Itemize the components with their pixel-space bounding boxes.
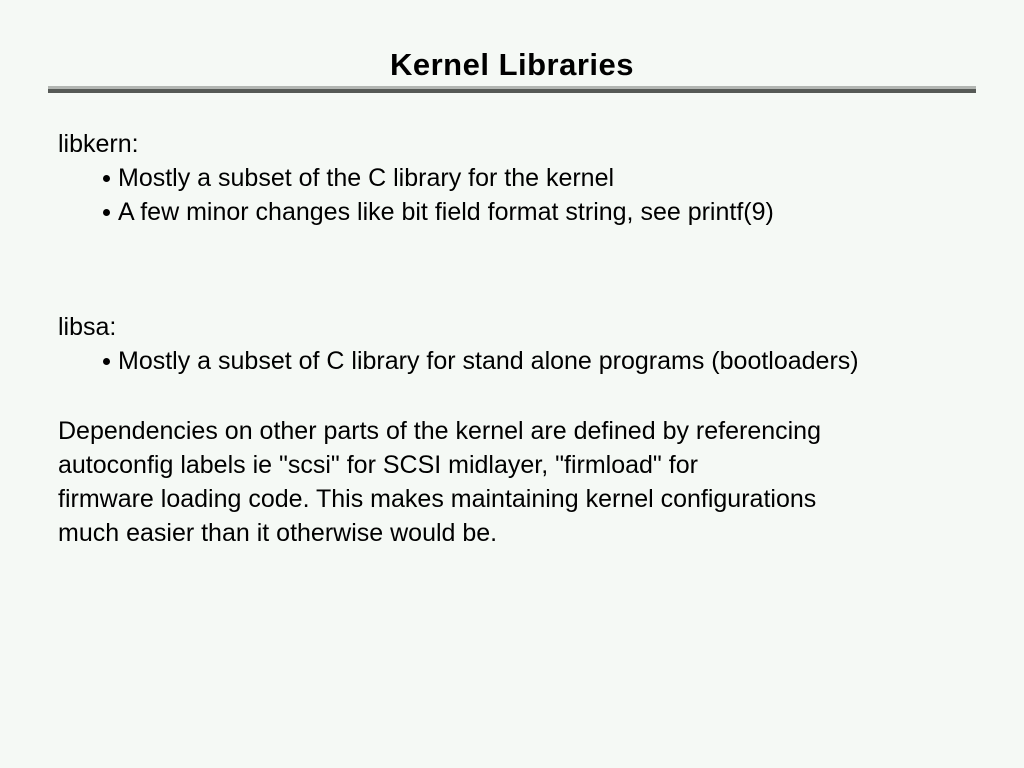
bullet-icon <box>103 175 110 182</box>
bullet-item <box>103 344 984 378</box>
section-libsa <box>58 310 984 378</box>
bullet-list-libsa <box>58 344 984 378</box>
paragraph-line: autoconfig labels ie "scsi" for SCSI midlayer, "firmload" for <box>58 451 698 479</box>
slide-title: Kernel Libraries <box>389 47 635 82</box>
section-libkern <box>58 127 984 229</box>
section-heading-libkern: libkern: <box>58 130 139 158</box>
section-heading-libsa: libsa: <box>58 313 117 341</box>
bullet-item <box>103 195 984 229</box>
bullet-icon <box>103 358 110 365</box>
bullet-text: Mostly a subset of C library for stand alone programs (bootloaders) <box>118 347 859 375</box>
title-rule <box>48 86 976 93</box>
paragraph-line: firmware loading code. This makes maintaining kernel configurations <box>58 485 817 513</box>
body-paragraph <box>58 414 984 550</box>
bullet-list-libkern <box>58 161 984 229</box>
bullet-item <box>103 161 984 195</box>
paragraph-line: much easier than it otherwise would be. <box>58 519 498 547</box>
bullet-text: A few minor changes like bit field format string, see printf(9) <box>118 198 774 226</box>
bullet-icon <box>103 209 110 216</box>
paragraph-line: Dependencies on other parts of the kernel are defined by referencing <box>58 417 821 445</box>
bullet-text: Mostly a subset of the C library for the kernel <box>118 164 615 192</box>
slide-content <box>58 127 984 550</box>
